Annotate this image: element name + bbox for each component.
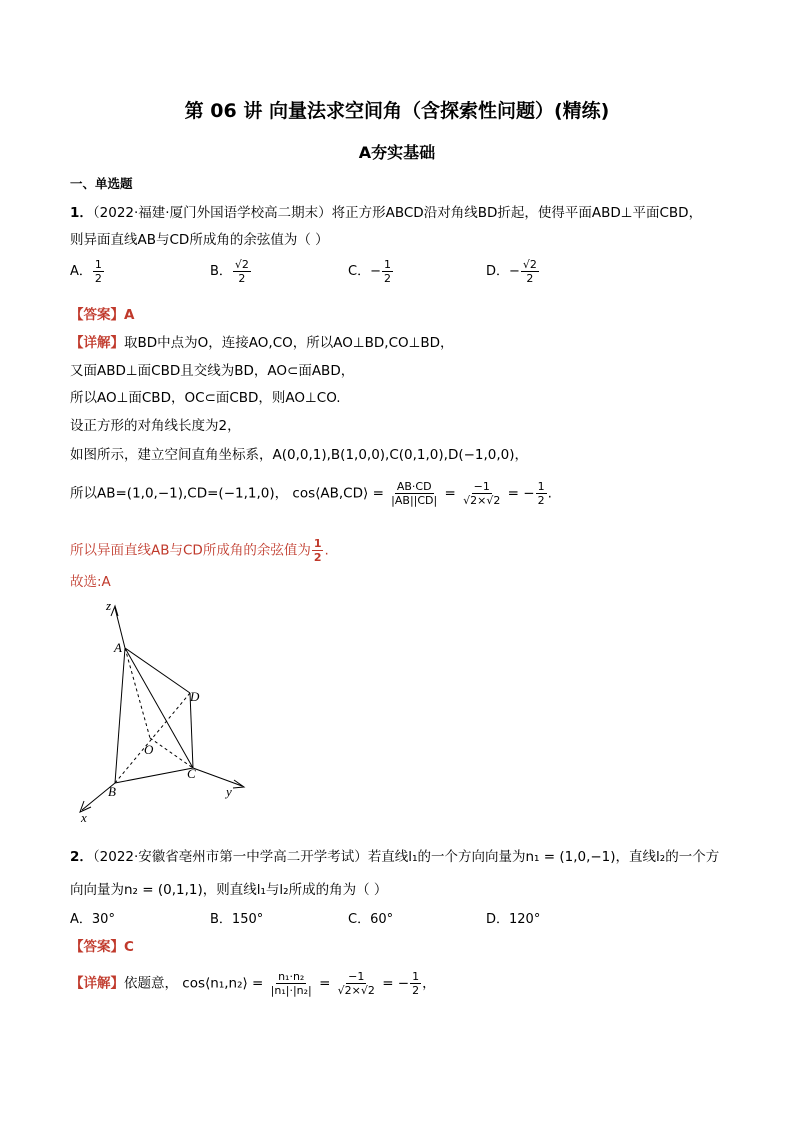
- q2-detail-1: 【详解】依题意， cos⟨n₁,n₂⟩ = $\frac{\text{n₁·n₂}}{\text{|n₁|·|n₂|}}$ = $\frac{-1}{√2\times√2}$ = − $\frac{1}{2}$ ，: [70, 970, 436, 997]
- q2-stem-line2: 向向量为n₂ = (0,1,1)，则直线l₁与l₂所成的角为（ ）: [70, 882, 388, 898]
- label-a: A: [114, 640, 122, 655]
- q2-number: 2．: [70, 849, 93, 865]
- q1-number: 1．: [70, 205, 93, 221]
- edge-bd: [115, 693, 190, 783]
- q1-option-c: C．− $\frac{1}{2}$: [348, 258, 391, 285]
- q1-stem-line2: 则异面直线AB与CD所成角的余弦值为（ ）: [70, 232, 329, 248]
- page-title: 第 06 讲 向量法求空间角（含探索性问题）(精练): [184, 100, 610, 122]
- label-x: x: [81, 810, 87, 825]
- y-axis: [193, 768, 242, 786]
- q1-option-a: A． $\frac{1}{2}$: [70, 258, 102, 285]
- edge-ac: [125, 648, 193, 768]
- q1-detail-7: 所以异面直线AB与CD所成角的余弦值为 $\frac{1}{2}$ .: [70, 537, 329, 564]
- q1-stem-line1: [70, 201, 702, 221]
- edge-ab: [115, 648, 125, 783]
- q1-option-b: B． $\frac{√2}{2}$: [210, 258, 249, 285]
- q1-detail-2: 又面ABD⊥面CBD且交线为BD，AO⊂面ABD，: [70, 363, 355, 379]
- edge-ad: [125, 648, 190, 693]
- q2-source: （2022·安徽省亳州市第一中学高二开学考试）: [92, 849, 368, 865]
- edge-ao: [125, 648, 150, 738]
- edge-bc: [115, 768, 193, 783]
- edge-oc: [150, 738, 193, 768]
- label-d: D: [190, 689, 200, 704]
- q2-option-c: C．60°: [348, 912, 394, 927]
- section-heading: 一、单选题: [70, 176, 133, 191]
- q1-detail-3: 所以AO⊥面CBD，OC⊂面CBD，则AO⊥CO.: [70, 390, 341, 406]
- q2-stem-line1: [70, 845, 719, 865]
- q1-choose: 故选:A: [70, 574, 111, 590]
- edge-dc: [190, 693, 193, 768]
- q2-answer: 【答案】C: [70, 939, 134, 955]
- label-y: y: [226, 784, 232, 799]
- q1-answer: 【答案】A: [70, 307, 135, 323]
- y-axis-arrow: [233, 780, 244, 788]
- label-o: O: [144, 742, 154, 757]
- page-subtitle: A夯实基础: [358, 143, 436, 162]
- q2-option-b: B．150°: [210, 912, 264, 927]
- q1-source: （2022·福建·厦门外国语学校高二期末）: [92, 205, 332, 221]
- q2-text-1: 若直线l₁的一个方向向量为n₁ = (1,0,−1)，直线l₂的一个方: [367, 849, 720, 865]
- q2-option-d: D．120°: [486, 912, 541, 927]
- q1-detail-4: 设正方形的对角线长度为2，: [70, 418, 241, 434]
- tetrahedron-figure: [70, 598, 270, 828]
- q1-option-d: D．− $\frac{√2}{2}$: [486, 258, 537, 285]
- q1-text-1: 将正方形ABCD沿对角线BD折起，使得平面ABD⊥平面CBD，: [331, 205, 703, 221]
- label-b: B: [108, 784, 116, 799]
- label-z: z: [106, 598, 112, 613]
- q2-option-a: A．30°: [70, 912, 115, 927]
- label-c: C: [187, 766, 196, 781]
- q1-detail-5: 如图所示，建立空间直角坐标系，A(0,0,1),B(1,0,0),C(0,1,0),D(−1,0,0)，: [70, 447, 529, 463]
- q1-detail-1: 【详解】取BD中点为O，连接AO,CO，所以AO⊥BD,CO⊥BD，: [70, 335, 454, 351]
- q1-detail-6: 所以AB=(1,0,−1),CD=(−1,1,0)， cos⟨AB,CD⟩ = $\frac{AB\cdot CD}{|AB||CD|}$ = $\frac{-1}{√2\times√2}$ = − $\frac{1}{2}$ .: [70, 480, 552, 507]
